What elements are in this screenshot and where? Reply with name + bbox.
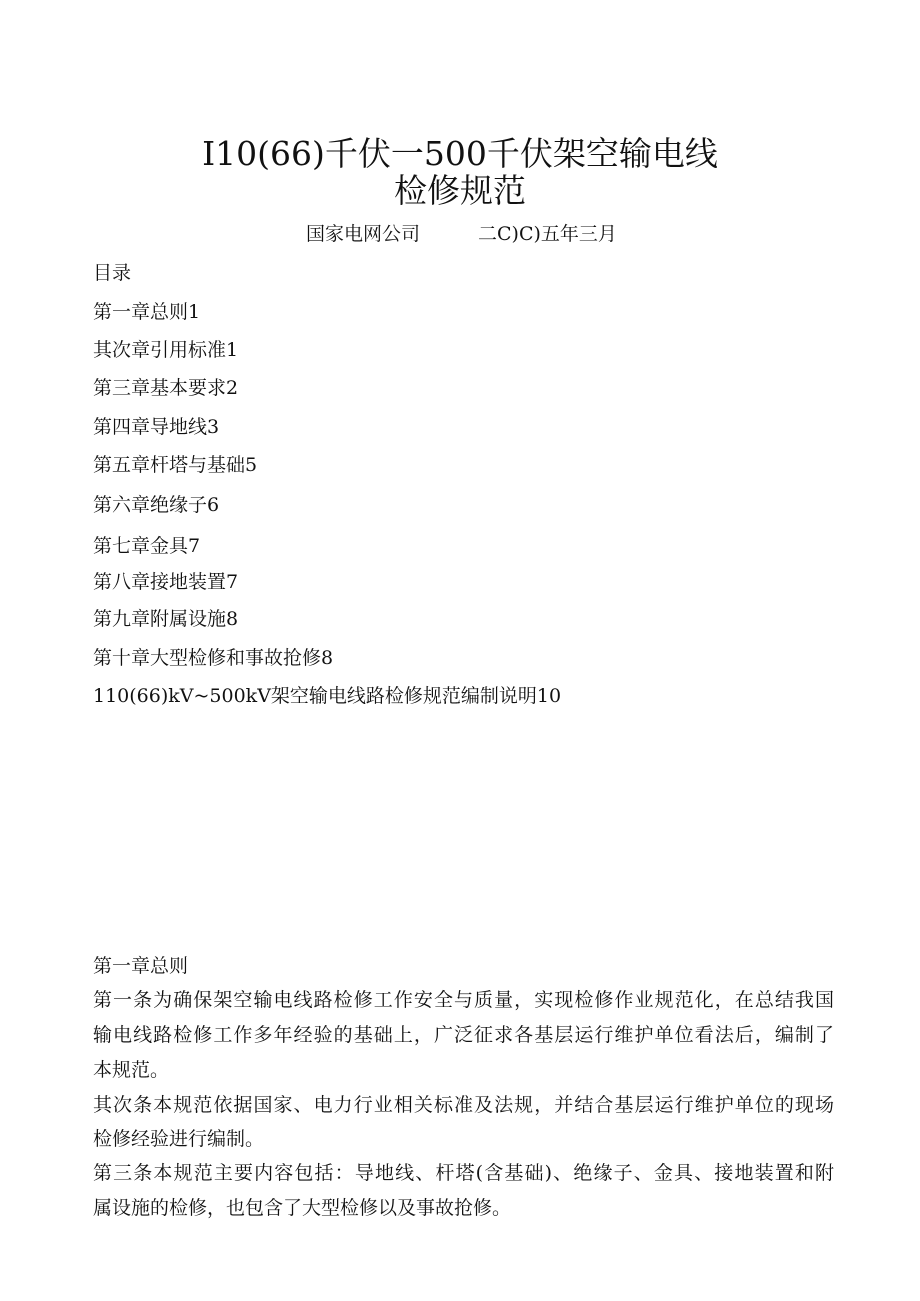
toc-item-explanation[interactable]: 110(66)kV~500kV架空输电线路检修规范编制说明10: [93, 685, 562, 707]
paragraph-line: 其次条本规范依据国家、电力行业相关标准及法规，并结合基层运行维护单位的现场: [93, 1094, 834, 1116]
document-title-line-1: I10(66)千伏一500千伏架空输电线: [202, 134, 718, 173]
document-title-line-2: 检修规范: [394, 171, 526, 210]
toc-item-chapter-8[interactable]: 第八章接地装置7: [93, 571, 239, 593]
chapter-1-heading: 第一章总则: [93, 955, 189, 977]
paragraph-line: 第三条本规范主要内容包括：导地线、杆塔(含基础)、绝缘子、金具、接地装置和附: [93, 1162, 834, 1184]
paragraph-line: 第一条为确保架空输电线路检修工作安全与质量，实现检修作业规范化，在总结我国: [93, 989, 834, 1011]
toc-heading: 目录: [93, 262, 132, 284]
toc-item-chapter-4[interactable]: 第四章导地线3: [93, 416, 220, 438]
publication-date: 二C)C)五年三月: [478, 223, 617, 245]
toc-item-chapter-6[interactable]: 第六章绝缘子6: [93, 494, 220, 516]
paragraph-line: 输电线路检修工作多年经验的基础上，广泛征求各基层运行维护单位看法后，编制了: [93, 1024, 834, 1046]
toc-item-chapter-2[interactable]: 其次章引用标准1: [93, 339, 239, 361]
paragraph-line: 本规范。: [93, 1059, 170, 1081]
toc-item-chapter-9[interactable]: 第九章附属设施8: [93, 608, 239, 630]
toc-item-chapter-7[interactable]: 第七章金具7: [93, 535, 201, 557]
toc-item-chapter-10[interactable]: 第十章大型检修和事故抢修8: [93, 647, 334, 669]
paragraph-line: 属设施的检修，也包含了大型检修以及事故抢修。: [93, 1197, 512, 1219]
toc-item-chapter-1[interactable]: 第一章总则1: [93, 301, 201, 323]
toc-item-chapter-5[interactable]: 第五章杆塔与基础5: [93, 454, 258, 476]
toc-item-chapter-3[interactable]: 第三章基本要求2: [93, 377, 239, 399]
publisher: 国家电网公司: [306, 223, 421, 245]
paragraph-line: 检修经验进行编制。: [93, 1128, 265, 1150]
